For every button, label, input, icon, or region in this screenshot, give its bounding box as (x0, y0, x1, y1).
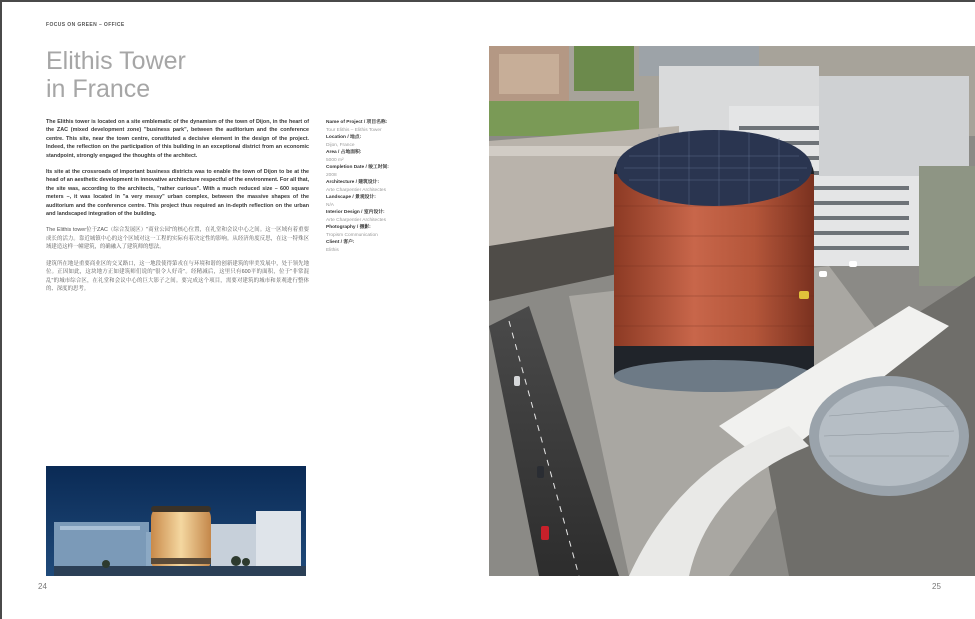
body-paragraph-2: Its site at the crossroads of important business districts was to enable the town of Dijon to be at the head of an aesthetic development in innovative architecture respectful of the environment. For all that, the site was, according to the architects, "rather curious". With a much reduced size – 600 square meters –, it was located in "a very messy" urban complex, between the massive shapes of the auditorium and the conference centre. This project thus required an in-depth reflection on the urban and landscaped integration of the building. (46, 169, 309, 218)
page-number-left: 24 (38, 582, 47, 591)
aerial-tower-illustration (489, 46, 975, 576)
body-paragraph-3-chinese: The Elithis tower位于ZAC（综合发展区）"商业公园"的核心位置，在礼堂和会议中心之间。这一区域有着重要成长的活力。靠近城镇中心的这个区域对这一工程的实际有着决定性的影响。从经济角度反思，在这一特殊区域建造这样一幢建筑，的确融入了建筑师的想法。 (46, 227, 309, 251)
page-frame-left (0, 0, 2, 619)
night-rendering-photo (46, 466, 306, 576)
info-item: Name of Project / 项目名称: Tour Elithis – Elithis Tower (326, 120, 388, 133)
info-item: Client / 客户: Elithis (326, 240, 355, 253)
article-title (46, 47, 306, 103)
body-paragraph-1: The Elithis tower is located on a site emblematic of the dynamism of the town of Dijon, in the heart of the ZAC (mixed development zone) "business park", between the auditorium and the conference centre. This site, near the town centre, constituted a decisive element in the design of the project. Indeed, the reflection on the participation of this building in an exceptional district from an economic standpoint, strongly engaged the thoughts of the architect. (46, 119, 309, 159)
page-number-right: 25 (932, 582, 941, 591)
article-body (46, 118, 309, 301)
section-label: FOCUS ON GREEN – OFFICE (46, 22, 125, 28)
info-item: Completion Date / 竣工时间: 2008 (326, 165, 389, 178)
info-item: Area / 占地面积: 5000 m² (326, 150, 362, 163)
info-item: Location / 地点: Dijon, France (326, 135, 362, 148)
page-frame-top (0, 0, 975, 2)
info-item: Interior Design / 室内设计: Arte Charpentier Architectes (326, 210, 386, 223)
project-info (326, 119, 456, 254)
body-paragraph-4-chinese: 建筑所在地是重要商业区的交叉路口，这一地段使得第戎在与环境和谐的创新建筑的审美发展中，处于领先地位。正因如此，这块地方正如建筑师们说的"很令人好奇"。经精减后，这里只有600平的面积，位于"非常混乱"的城市综合区，在礼堂和会议中心的巨大影子之间。要完成这个项目，需要对建筑的城市和景观进行整体的、深度的思考。 (46, 260, 309, 292)
aerial-tower-photo (489, 46, 975, 576)
info-item: Architecture / 建筑设计: Arte Charpentier Architectes (326, 180, 386, 193)
night-rendering-illustration (46, 466, 306, 576)
info-item: Landscape / 景观设计: N/A (326, 195, 376, 208)
title-line-1: Elithis Tower (46, 47, 186, 75)
info-item: Photography / 摄影: Tropism Communication (326, 225, 378, 238)
title-line-2: in France (46, 75, 151, 103)
